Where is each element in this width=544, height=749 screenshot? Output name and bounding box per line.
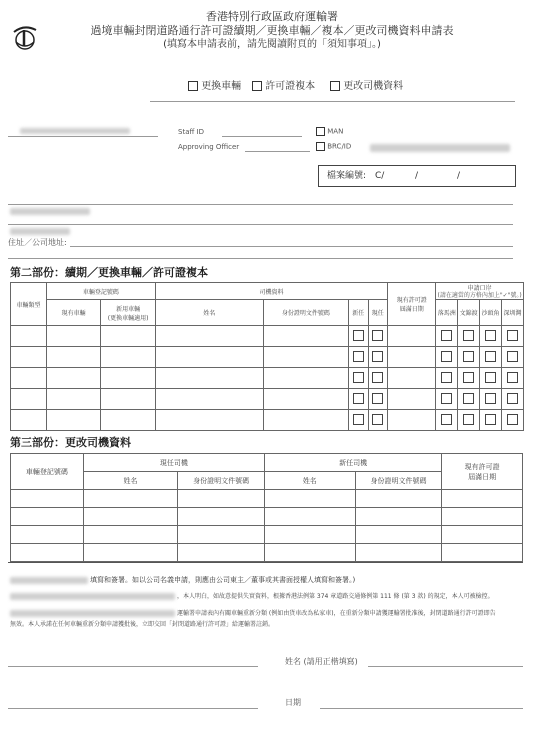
table-cell[interactable] <box>436 368 458 389</box>
table-cell[interactable] <box>178 508 265 526</box>
table-cell[interactable] <box>11 410 47 431</box>
table-cell[interactable] <box>349 389 369 410</box>
blank-line <box>8 708 258 709</box>
checkbox-icon[interactable] <box>353 393 364 404</box>
table-cell[interactable] <box>155 410 263 431</box>
table-row <box>11 347 524 368</box>
table-cell[interactable] <box>11 326 47 347</box>
option-change-vehicle[interactable]: 更換車輛 <box>188 80 241 93</box>
table-cell[interactable] <box>178 544 265 562</box>
checkbox-icon[interactable] <box>372 330 383 341</box>
table-cell[interactable] <box>480 389 502 410</box>
table-cell[interactable] <box>480 326 502 347</box>
table-cell[interactable] <box>355 508 442 526</box>
checkbox-icon[interactable] <box>507 330 518 341</box>
checkbox-icon[interactable] <box>330 81 340 91</box>
header-cell: 車輛類型 <box>11 283 47 326</box>
checkbox-icon[interactable] <box>372 393 383 404</box>
name-field[interactable] <box>368 666 523 667</box>
table-cell[interactable] <box>458 347 480 368</box>
table-cell[interactable] <box>155 347 263 368</box>
approving-officer-label: Approving Officer <box>178 143 240 151</box>
checkbox-icon[interactable] <box>252 81 262 91</box>
field-line[interactable] <box>8 204 513 205</box>
address-field[interactable] <box>70 246 513 247</box>
part3-title: 第三部份：更改司機資料 <box>10 436 131 449</box>
table-cell[interactable] <box>501 326 523 347</box>
file-ref-label: 檔案編號: <box>327 171 367 181</box>
checkbox-icon[interactable] <box>441 393 452 404</box>
checkbox-icon[interactable] <box>463 372 474 383</box>
checkbox-icon[interactable] <box>485 414 496 425</box>
table-cell[interactable] <box>46 389 100 410</box>
table-cell[interactable] <box>263 389 348 410</box>
redacted-text <box>10 208 90 215</box>
table-cell[interactable] <box>263 410 348 431</box>
table-cell[interactable] <box>501 368 523 389</box>
table-row <box>11 389 524 410</box>
part2-title: 第二部份：續期／更換車輛／許可證複本 <box>10 266 208 279</box>
table-cell[interactable] <box>436 326 458 347</box>
checkbox-icon[interactable] <box>463 393 474 404</box>
table-cell[interactable] <box>11 490 84 508</box>
signature-line[interactable] <box>8 666 258 667</box>
date-field[interactable] <box>320 708 523 709</box>
checkbox-icon[interactable] <box>372 351 383 362</box>
table-cell[interactable] <box>265 526 356 544</box>
redacted-text <box>10 610 175 617</box>
table-cell[interactable] <box>388 347 436 368</box>
header-cell: 車輛登記號碼 <box>46 283 155 300</box>
table-cell[interactable] <box>458 326 480 347</box>
header-cell: 沙頭角 <box>480 300 502 326</box>
address-label: 住址／公司地址: <box>8 238 67 247</box>
table-cell[interactable] <box>436 410 458 431</box>
table-cell[interactable] <box>501 410 523 431</box>
table-cell[interactable] <box>480 410 502 431</box>
checkbox-icon[interactable] <box>316 142 325 151</box>
header-cell: 司機資料 <box>155 283 387 300</box>
brc-option[interactable]: BRC/ID <box>316 142 351 152</box>
field-line[interactable] <box>8 258 513 259</box>
staff-id-field[interactable] <box>222 136 302 137</box>
table-row <box>11 326 524 347</box>
redacted-text <box>10 228 70 235</box>
declaration-line: 運輸署申請表內有關車輛重新分類 (例如由貨車改為私家車)，在重新分類申請獲運輸署批准後，封閉道路通行許可證即告 <box>177 610 496 617</box>
header-cell: 身份證明文件號碼 <box>355 472 442 490</box>
table-cell[interactable] <box>178 526 265 544</box>
approving-officer-field[interactable] <box>245 151 310 152</box>
checkbox-icon[interactable] <box>441 372 452 383</box>
table-cell[interactable] <box>11 389 47 410</box>
header-cell: 深圳灣 <box>501 300 523 326</box>
header-cell: 身份證明文件號碼 <box>263 300 348 326</box>
part3-table <box>10 453 523 562</box>
header-cell: 新任 <box>349 300 369 326</box>
table-cell[interactable] <box>83 490 178 508</box>
table-cell[interactable] <box>355 544 442 562</box>
table-cell[interactable] <box>155 368 263 389</box>
table-cell[interactable] <box>501 347 523 368</box>
table-cell[interactable] <box>11 526 84 544</box>
table-cell[interactable] <box>388 389 436 410</box>
table-cell[interactable] <box>388 410 436 431</box>
declaration-line: 填寫和簽署。如以公司名義申請，則應由公司東主／董事或其書面授權人填寫和簽署。) <box>90 576 356 584</box>
checkbox-icon[interactable] <box>507 393 518 404</box>
table-cell[interactable] <box>263 326 348 347</box>
checkbox-icon[interactable] <box>372 372 383 383</box>
declaration-line: ，本人明白，如故意提供失實資料，根據香港法例第 374 章道路交通條例第 111 條 (第 3 款) 的規定，本人可被檢控。 <box>177 593 494 600</box>
table-cell[interactable] <box>101 389 155 410</box>
office-blank-line <box>8 136 158 137</box>
header-cell: 姓名 <box>265 472 356 490</box>
table-cell[interactable] <box>368 368 388 389</box>
checkbox-icon[interactable] <box>372 414 383 425</box>
table-cell[interactable] <box>265 544 356 562</box>
checkbox-icon[interactable] <box>485 372 496 383</box>
table-cell[interactable] <box>155 326 263 347</box>
file-ref-box <box>318 165 516 187</box>
table-row <box>11 368 524 389</box>
header-cell: 姓名 <box>83 472 178 490</box>
table-cell[interactable] <box>368 389 388 410</box>
checkbox-icon[interactable] <box>507 414 518 425</box>
checkbox-icon[interactable] <box>441 330 452 341</box>
table-cell[interactable] <box>46 326 100 347</box>
file-ref-prefix: C/ <box>375 171 385 181</box>
header-cell: 現有許可證 屆滿日期 <box>388 283 436 326</box>
table-cell[interactable] <box>458 368 480 389</box>
header-cell: 落馬洲 <box>436 300 458 326</box>
table-row <box>11 544 523 562</box>
checkbox-icon[interactable] <box>441 351 452 362</box>
checkbox-icon[interactable] <box>353 414 364 425</box>
table-cell[interactable] <box>349 368 369 389</box>
table-cell[interactable] <box>388 326 436 347</box>
agency-name: 香港特別行政區政府運輸署 <box>206 10 338 23</box>
table-cell[interactable] <box>368 347 388 368</box>
man-option[interactable]: MAN <box>316 127 343 137</box>
table-cell[interactable] <box>442 544 523 562</box>
table-cell[interactable] <box>349 347 369 368</box>
table-cell[interactable] <box>355 490 442 508</box>
divider <box>150 101 515 102</box>
table-cell[interactable] <box>501 389 523 410</box>
table-cell[interactable] <box>263 368 348 389</box>
date-label: 日期 <box>285 698 301 707</box>
table-cell[interactable] <box>442 490 523 508</box>
table-cell[interactable] <box>442 508 523 526</box>
staff-id-label: Staff ID <box>178 128 204 136</box>
header-cell: 車輛登記號碼 <box>11 454 84 490</box>
checkbox-icon[interactable] <box>507 351 518 362</box>
checkbox-icon[interactable] <box>463 351 474 362</box>
header-cell: 現有許可證 屆滿日期 <box>442 454 523 490</box>
checkbox-icon[interactable] <box>353 330 364 341</box>
header-cell: 現有車輛 <box>46 300 100 326</box>
header-cell: 現任司機 <box>83 454 264 472</box>
table-cell[interactable] <box>442 526 523 544</box>
table-cell[interactable] <box>388 368 436 389</box>
form-title: 過境車輛封閉道路通行許可證續期／更換車輛／複本／更改司機資料申請表 <box>90 24 454 37</box>
form-instruction: (填寫本申請表前，請先閱讀附頁的「須知事項」。) <box>163 39 381 50</box>
table-cell[interactable] <box>83 526 178 544</box>
checkbox-icon[interactable] <box>353 372 364 383</box>
checkbox-icon[interactable] <box>441 414 452 425</box>
table-cell[interactable] <box>11 368 47 389</box>
table-cell[interactable] <box>83 508 178 526</box>
declaration-line: 無效。本人承諾在任何車輛重新分類申請獲批後，立即交回「封閉道路通行許可證」給運輸署註銷。 <box>10 621 275 628</box>
header-cell: 申請口岸 (請在適當的方格內加上"✓"號。) <box>436 283 524 300</box>
table-cell[interactable] <box>265 508 356 526</box>
part2-table <box>10 282 524 431</box>
table-cell[interactable] <box>101 326 155 347</box>
table-cell[interactable] <box>436 389 458 410</box>
checkbox-icon[interactable] <box>485 393 496 404</box>
table-row <box>11 410 524 431</box>
checkbox-icon[interactable] <box>507 372 518 383</box>
table-cell[interactable] <box>436 347 458 368</box>
table-cell[interactable] <box>349 410 369 431</box>
header-cell: 現任 <box>368 300 388 326</box>
file-ref-sep: / <box>415 171 419 181</box>
table-cell[interactable] <box>101 368 155 389</box>
table-cell[interactable] <box>178 490 265 508</box>
checkbox-icon[interactable] <box>316 127 325 136</box>
table-cell[interactable] <box>458 389 480 410</box>
table-cell[interactable] <box>11 544 84 562</box>
option-change-driver[interactable]: 更改司機資料 <box>330 80 403 93</box>
checkbox-icon[interactable] <box>353 351 364 362</box>
table-cell[interactable] <box>480 347 502 368</box>
checkbox-icon[interactable] <box>463 414 474 425</box>
checkbox-icon[interactable] <box>463 330 474 341</box>
header-cell: 姓名 <box>155 300 263 326</box>
table-row <box>11 490 523 508</box>
table-cell[interactable] <box>355 526 442 544</box>
table-row <box>11 508 523 526</box>
redacted-text <box>10 577 88 584</box>
table-cell[interactable] <box>101 410 155 431</box>
option-permit-duplicate[interactable]: 許可證複本 <box>252 80 315 93</box>
redacted-text <box>10 593 175 600</box>
table-cell[interactable] <box>458 410 480 431</box>
divider <box>8 562 523 563</box>
checkbox-icon[interactable] <box>485 351 496 362</box>
table-cell[interactable] <box>46 368 100 389</box>
header-cell: 身份證明文件號碼 <box>178 472 265 490</box>
table-cell[interactable] <box>265 490 356 508</box>
table-row <box>11 526 523 544</box>
header-cell: 新用車輛 (更換車輛適用) <box>101 300 155 326</box>
table-cell[interactable] <box>101 347 155 368</box>
table-cell[interactable] <box>349 326 369 347</box>
table-cell[interactable] <box>46 347 100 368</box>
table-cell[interactable] <box>368 410 388 431</box>
header-cell: 新任司機 <box>265 454 442 472</box>
checkbox-icon[interactable] <box>188 81 198 91</box>
table-cell[interactable] <box>46 410 100 431</box>
table-cell[interactable] <box>263 347 348 368</box>
table-cell[interactable] <box>11 508 84 526</box>
field-line[interactable] <box>8 224 513 225</box>
table-cell[interactable] <box>155 389 263 410</box>
file-ref-sep: / <box>457 171 461 181</box>
table-cell[interactable] <box>11 347 47 368</box>
header-cell: 文錦渡 <box>458 300 480 326</box>
table-cell[interactable] <box>480 368 502 389</box>
table-cell[interactable] <box>83 544 178 562</box>
redacted-text <box>370 144 510 152</box>
name-label: 姓名 (請用正楷填寫) <box>285 657 358 666</box>
redacted-text <box>20 128 130 134</box>
table-cell[interactable] <box>368 326 388 347</box>
checkbox-icon[interactable] <box>485 330 496 341</box>
